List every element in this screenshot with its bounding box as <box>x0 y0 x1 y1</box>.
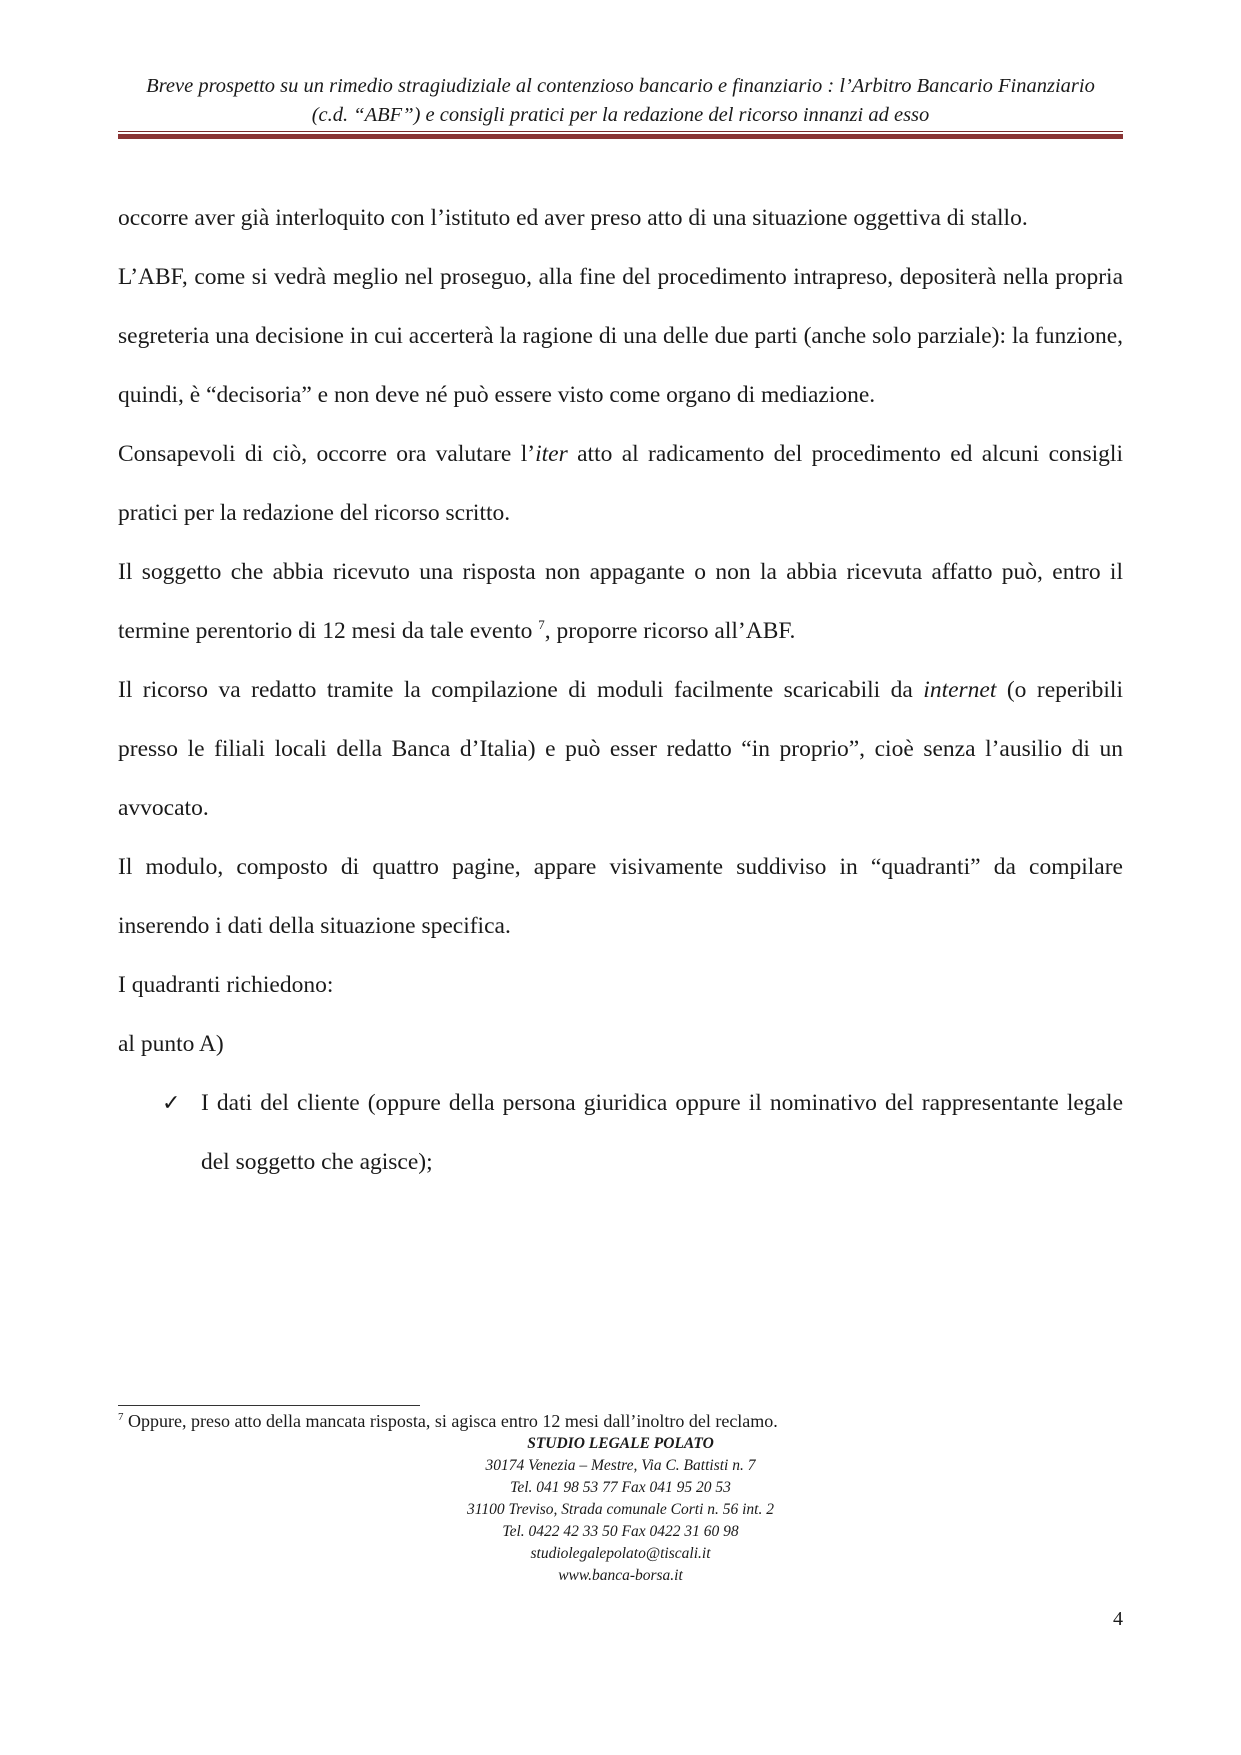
running-header <box>118 72 1123 130</box>
footnote-reference: 7 <box>538 617 545 632</box>
paragraph-5-part-a: Il ricorso va redatto tramite la compilazione di moduli facilmente scaricabili da <box>118 677 924 703</box>
paragraph-3 <box>118 425 1123 543</box>
email: studiolegalepolato@tiscali.it <box>530 1545 711 1562</box>
paragraph-4 <box>118 543 1123 661</box>
paragraph-5 <box>118 661 1123 838</box>
iter-italic: iter <box>535 441 568 467</box>
paragraph-8: al punto A) <box>118 1031 224 1057</box>
header-line-2: (c.d. “ABF”) e consigli pratici per la redazione del ricorso innanzi ad esso <box>311 104 930 126</box>
footnote-separator <box>118 1405 420 1406</box>
address-venezia: 30174 Venezia – Mestre, Via C. Battisti n. 7 <box>485 1457 756 1474</box>
phone-treviso: Tel. 0422 42 33 50 Fax 0422 31 60 98 <box>502 1523 739 1540</box>
address-treviso: 31100 Treviso, Strada comunale Corti n. 56 int. 2 <box>467 1501 774 1518</box>
page-number: 4 <box>1113 1608 1123 1630</box>
paragraph-3-part-b: atto al radicamento del procedimento ed alcuni consigli pratici per la redazione del ricorso scritto. <box>118 441 1123 526</box>
checkmark-icon: ✓ <box>162 1091 181 1116</box>
internet-italic: internet <box>923 677 997 703</box>
header-rule-thin <box>118 131 1123 132</box>
paragraph-7: I quadranti richiedono: <box>118 972 334 998</box>
paragraph-5-part-b: (o reperibili presso le filiali locali della Banca d’Italia) e può esser redatto “in proprio”, cioè senza l’ausilio di un avvocato. <box>118 677 1123 821</box>
body-text <box>118 189 1123 1192</box>
firm-name: STUDIO LEGALE POLATO <box>527 1435 714 1452</box>
paragraph-1: occorre aver già interloquito con l’istituto ed aver preso atto di una situazione oggettiva di stallo. <box>118 205 1028 231</box>
paragraph-2: L’ABF, come si vedrà meglio nel proseguo, alla fine del procedimento intrapreso, depositerà nella propria segreteria una decisione in cui accerterà la ragione di una delle due parti (anche solo parziale): la funzione, quindi, è “decisoria” e non deve né può essere visto come organo di mediazione. <box>118 264 1123 408</box>
footnote <box>118 1410 1123 1432</box>
footnote-text: Oppure, preso atto della mancata risposta, si agisca entro 12 mesi dall’inoltro del reclamo. <box>123 1411 778 1431</box>
header-line-1: Breve prospetto su un rimedio stragiudiziale al contenzioso bancario e finanziario : l’Arbitro Bancario Finanziario <box>146 75 1095 97</box>
footnote-number: 7 <box>118 1411 124 1423</box>
paragraph-4-part-a: Il soggetto che abbia ricevuto una risposta non appagante o non la abbia ricevuta affatto può, entro il termine perentorio di 12 mesi da tale evento <box>118 559 1123 644</box>
paragraph-3-part-a: Consapevoli di ciò, occorre ora valutare l’ <box>118 441 536 467</box>
paragraph-6: Il modulo, composto di quattro pagine, appare visivamente suddiviso in “quadranti” da compilare inserendo i dati della situazione specifica. <box>118 854 1123 939</box>
checklist-item <box>118 1074 1123 1192</box>
phone-venezia: Tel. 041 98 53 77 Fax 041 95 20 53 <box>510 1479 731 1496</box>
checklist-item-text: I dati del cliente (oppure della persona giuridica oppure il nominativo del rappresentante legale del soggetto che agisce); <box>201 1090 1123 1175</box>
paragraph-4-part-b: , proporre ricorso all’ABF. <box>544 618 796 644</box>
letterhead <box>118 1433 1123 1587</box>
website: www.banca-borsa.it <box>558 1567 683 1584</box>
header-rule-thick <box>118 134 1123 139</box>
